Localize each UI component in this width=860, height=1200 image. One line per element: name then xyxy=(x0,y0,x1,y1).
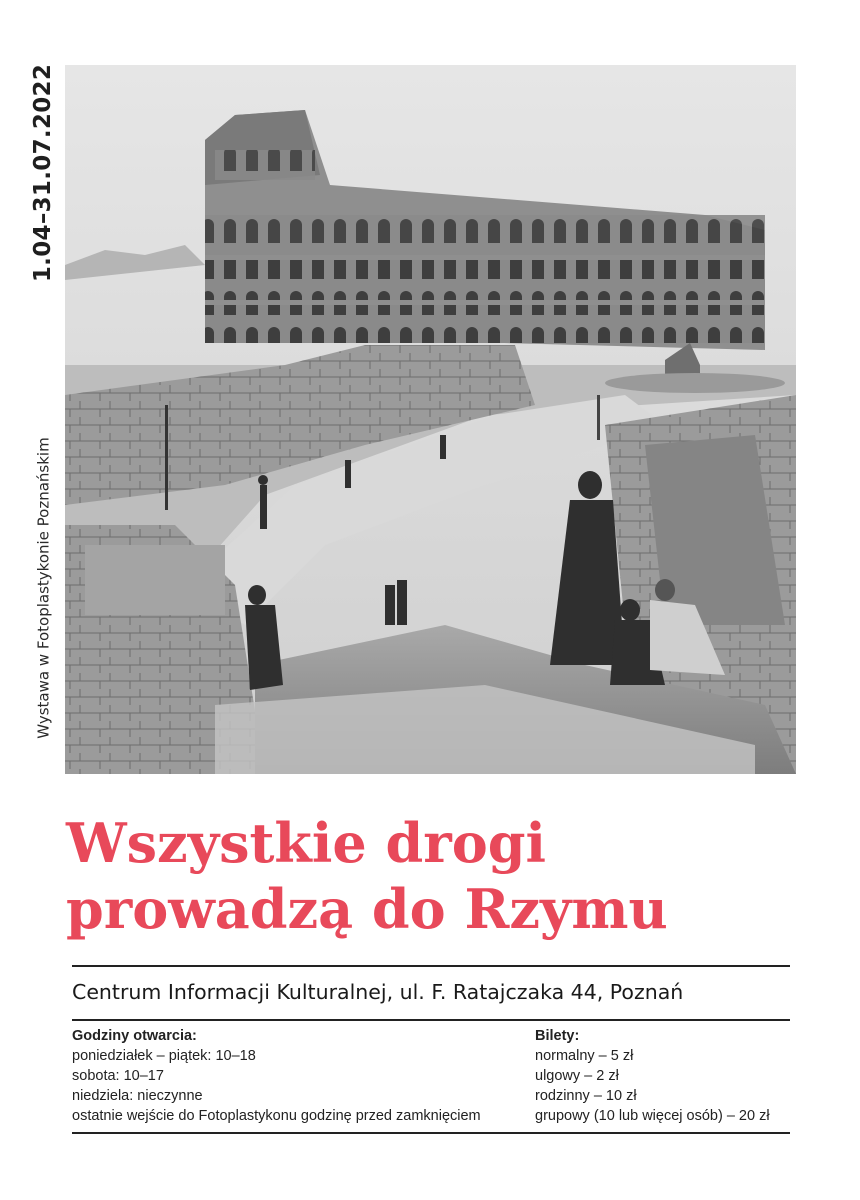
divider-middle xyxy=(72,1019,790,1021)
hours-line: poniedziałek – piątek: 10–18 xyxy=(72,1048,256,1064)
dates-text: 1.04–31.07.2022 xyxy=(30,63,56,283)
side-caption xyxy=(30,400,58,775)
ticket-line: grupowy (10 lub więcej osób) – 20 zł xyxy=(535,1108,770,1124)
title-line-2: prowadzą do Rzymu xyxy=(66,877,668,941)
opening-hours xyxy=(72,1026,481,1126)
hours-line: sobota: 10–17 xyxy=(72,1068,164,1084)
tickets-heading: Bilety: xyxy=(535,1028,580,1044)
exhibition-title xyxy=(66,810,806,942)
ticket-line: ulgowy – 2 zł xyxy=(535,1068,619,1084)
hours-heading: Godziny otwarcia: xyxy=(72,1028,197,1044)
colosseum-illustration xyxy=(65,65,796,774)
side-caption-text: Wystawa w Fotoplastykonie Poznańskim xyxy=(35,436,53,739)
divider-top xyxy=(72,965,790,967)
exhibition-dates xyxy=(20,63,66,283)
hours-line: ostatnie wejście do Fotoplastykonu godzinę przed zamknięciem xyxy=(72,1108,481,1124)
divider-bottom xyxy=(72,1132,790,1134)
venue-address: Centrum Informacji Kulturalnej, ul. F. Ratajczaka 44, Poznań xyxy=(72,980,684,1004)
colosseum-photo xyxy=(65,65,796,774)
ticket-prices xyxy=(535,1026,770,1126)
hours-line: niedziela: nieczynne xyxy=(72,1088,203,1104)
title-line-1: Wszystkie drogi xyxy=(66,811,547,875)
ticket-line: normalny – 5 zł xyxy=(535,1048,634,1064)
ticket-line: rodzinny – 10 zł xyxy=(535,1088,637,1104)
